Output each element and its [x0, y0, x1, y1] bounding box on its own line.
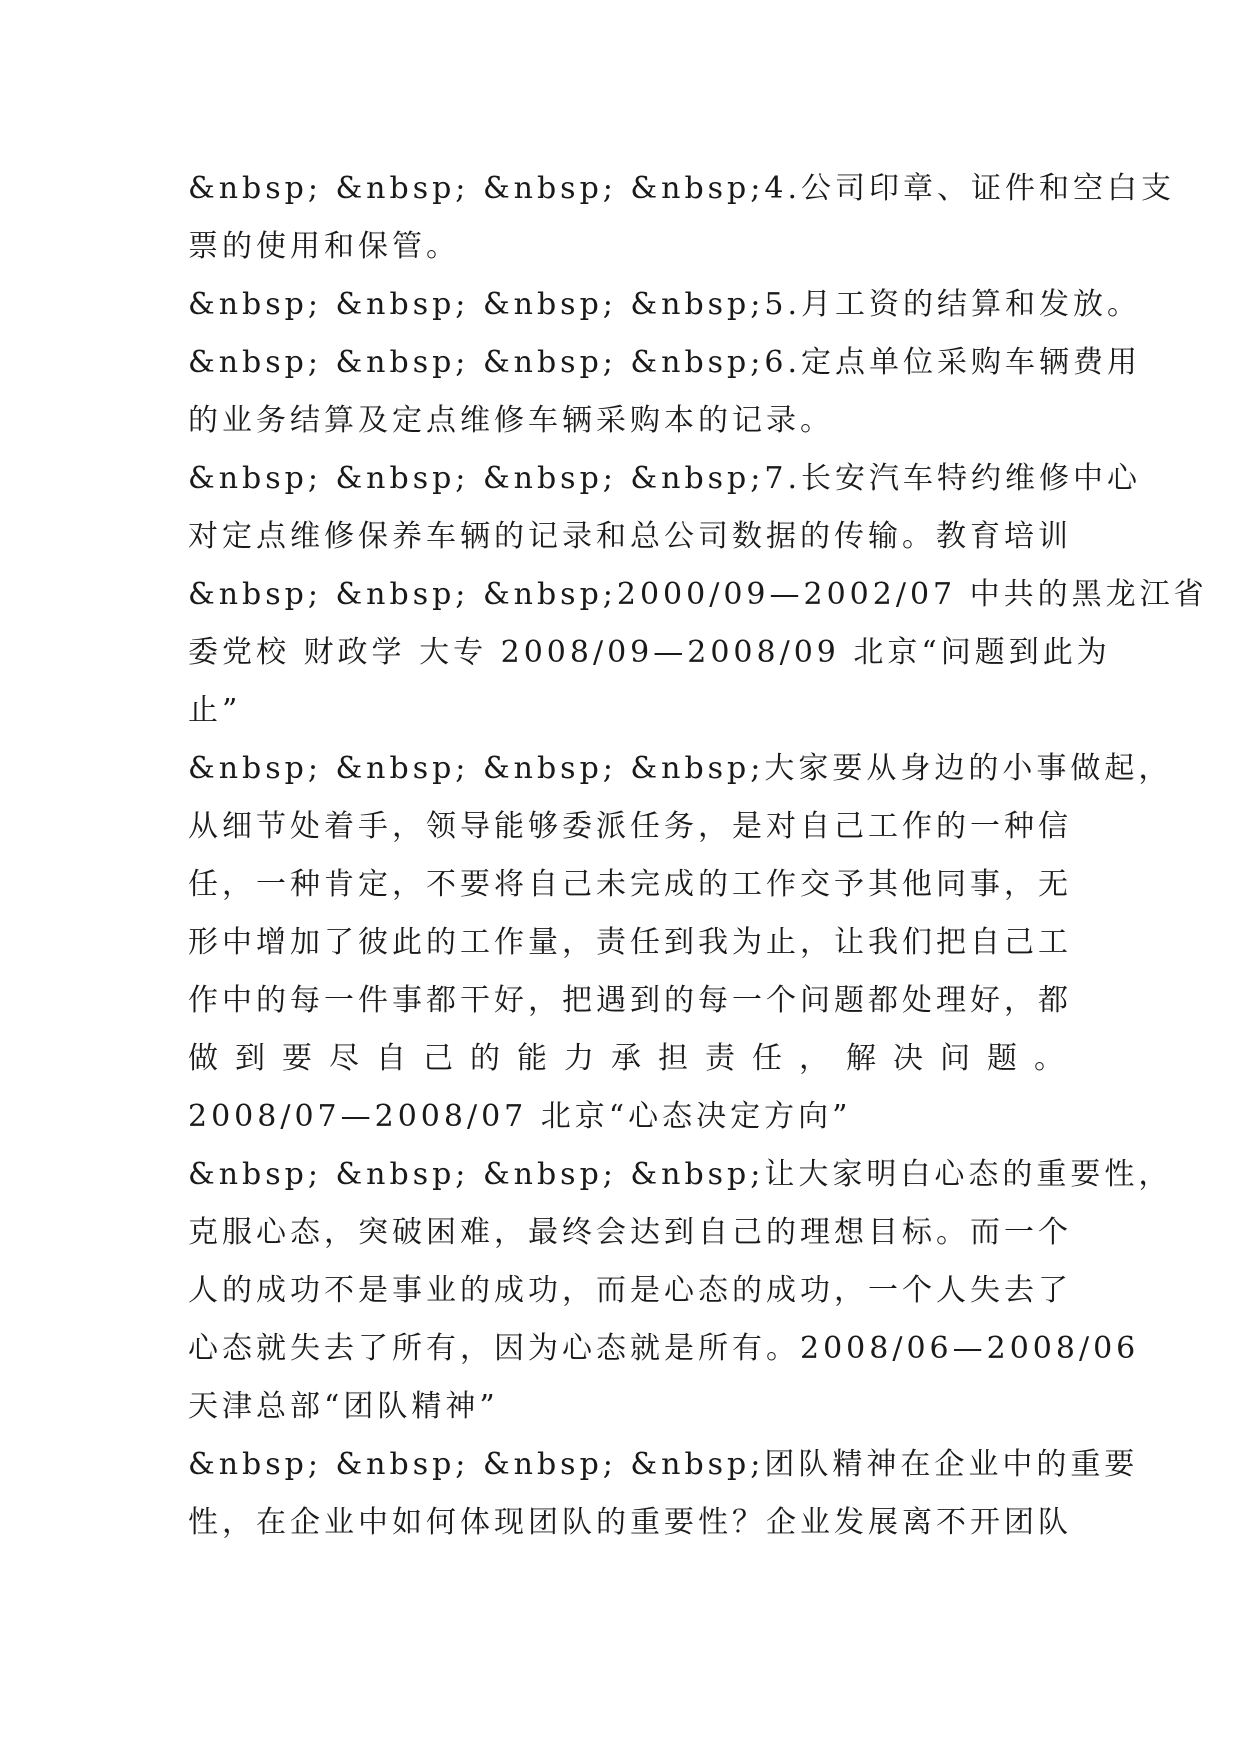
- text-line: 人的成功不是事业的成功，而是心态的成功，一个人失去了: [188, 1273, 1072, 1308]
- text-line: 2008/07—2008/07 北京“心态决定方向”: [188, 1099, 852, 1134]
- text-line: &nbsp; &nbsp; &nbsp; &nbsp;团队精神在企业中的重要: [188, 1447, 1139, 1482]
- text-line: &nbsp; &nbsp; &nbsp; &nbsp;6.定点单位采购车辆费用: [188, 345, 1141, 380]
- text-line: 任，一种肯定，不要将自己未完成的工作交予其他同事，无: [188, 867, 1072, 902]
- text-line: 心态就失去了所有，因为心态就是所有。2008/06—2008/06: [188, 1331, 1140, 1366]
- text-line: 天津总部“团队精神”: [188, 1389, 499, 1424]
- text-line: 的业务结算及定点维修车辆采购本的记录。: [188, 403, 834, 438]
- text-line: 委党校 财政学 大专 2008/09—2008/09 北京“问题到此为: [188, 635, 1111, 670]
- text-line: &nbsp; &nbsp; &nbsp; &nbsp;4.公司印章、证件和空白支: [188, 171, 1175, 206]
- text-line: 对定点维修保养车辆的记录和总公司数据的传输。教育培训: [188, 519, 1072, 554]
- text-line: 性，在企业中如何体现团队的重要性？企业发展离不开团队: [188, 1505, 1072, 1540]
- text-line: 形中增加了彼此的工作量，责任到我为止，让我们把自己工: [188, 925, 1072, 960]
- text-line: 克服心态，突破困难，最终会达到自己的理想目标。而一个: [188, 1215, 1072, 1250]
- text-line: 票的使用和保管。: [188, 229, 460, 264]
- text-line: &nbsp; &nbsp; &nbsp; &nbsp;5.月工资的结算和发放。: [188, 287, 1141, 322]
- text-line: 止”: [188, 693, 242, 728]
- text-line: &nbsp; &nbsp; &nbsp; &nbsp;让大家明白心态的重要性，: [188, 1157, 1173, 1192]
- text-line: 作中的每一件事都干好，把遇到的每一个问题都处理好，都: [188, 983, 1072, 1018]
- text-line: &nbsp; &nbsp; &nbsp; &nbsp;7.长安汽车特约维修中心: [188, 461, 1141, 496]
- body-text: [188, 160, 1208, 1552]
- text-line: &nbsp; &nbsp; &nbsp;2000/09—2002/07 中共的黑龙江省: [188, 577, 1208, 612]
- text-line: &nbsp; &nbsp; &nbsp; &nbsp;大家要从身边的小事做起，: [188, 751, 1173, 786]
- text-line: 做到要尽自己的能力承担责任，解决问题。: [188, 1041, 1068, 1076]
- text-line: 从细节处着手，领导能够委派任务，是对自己工作的一种信: [188, 809, 1072, 844]
